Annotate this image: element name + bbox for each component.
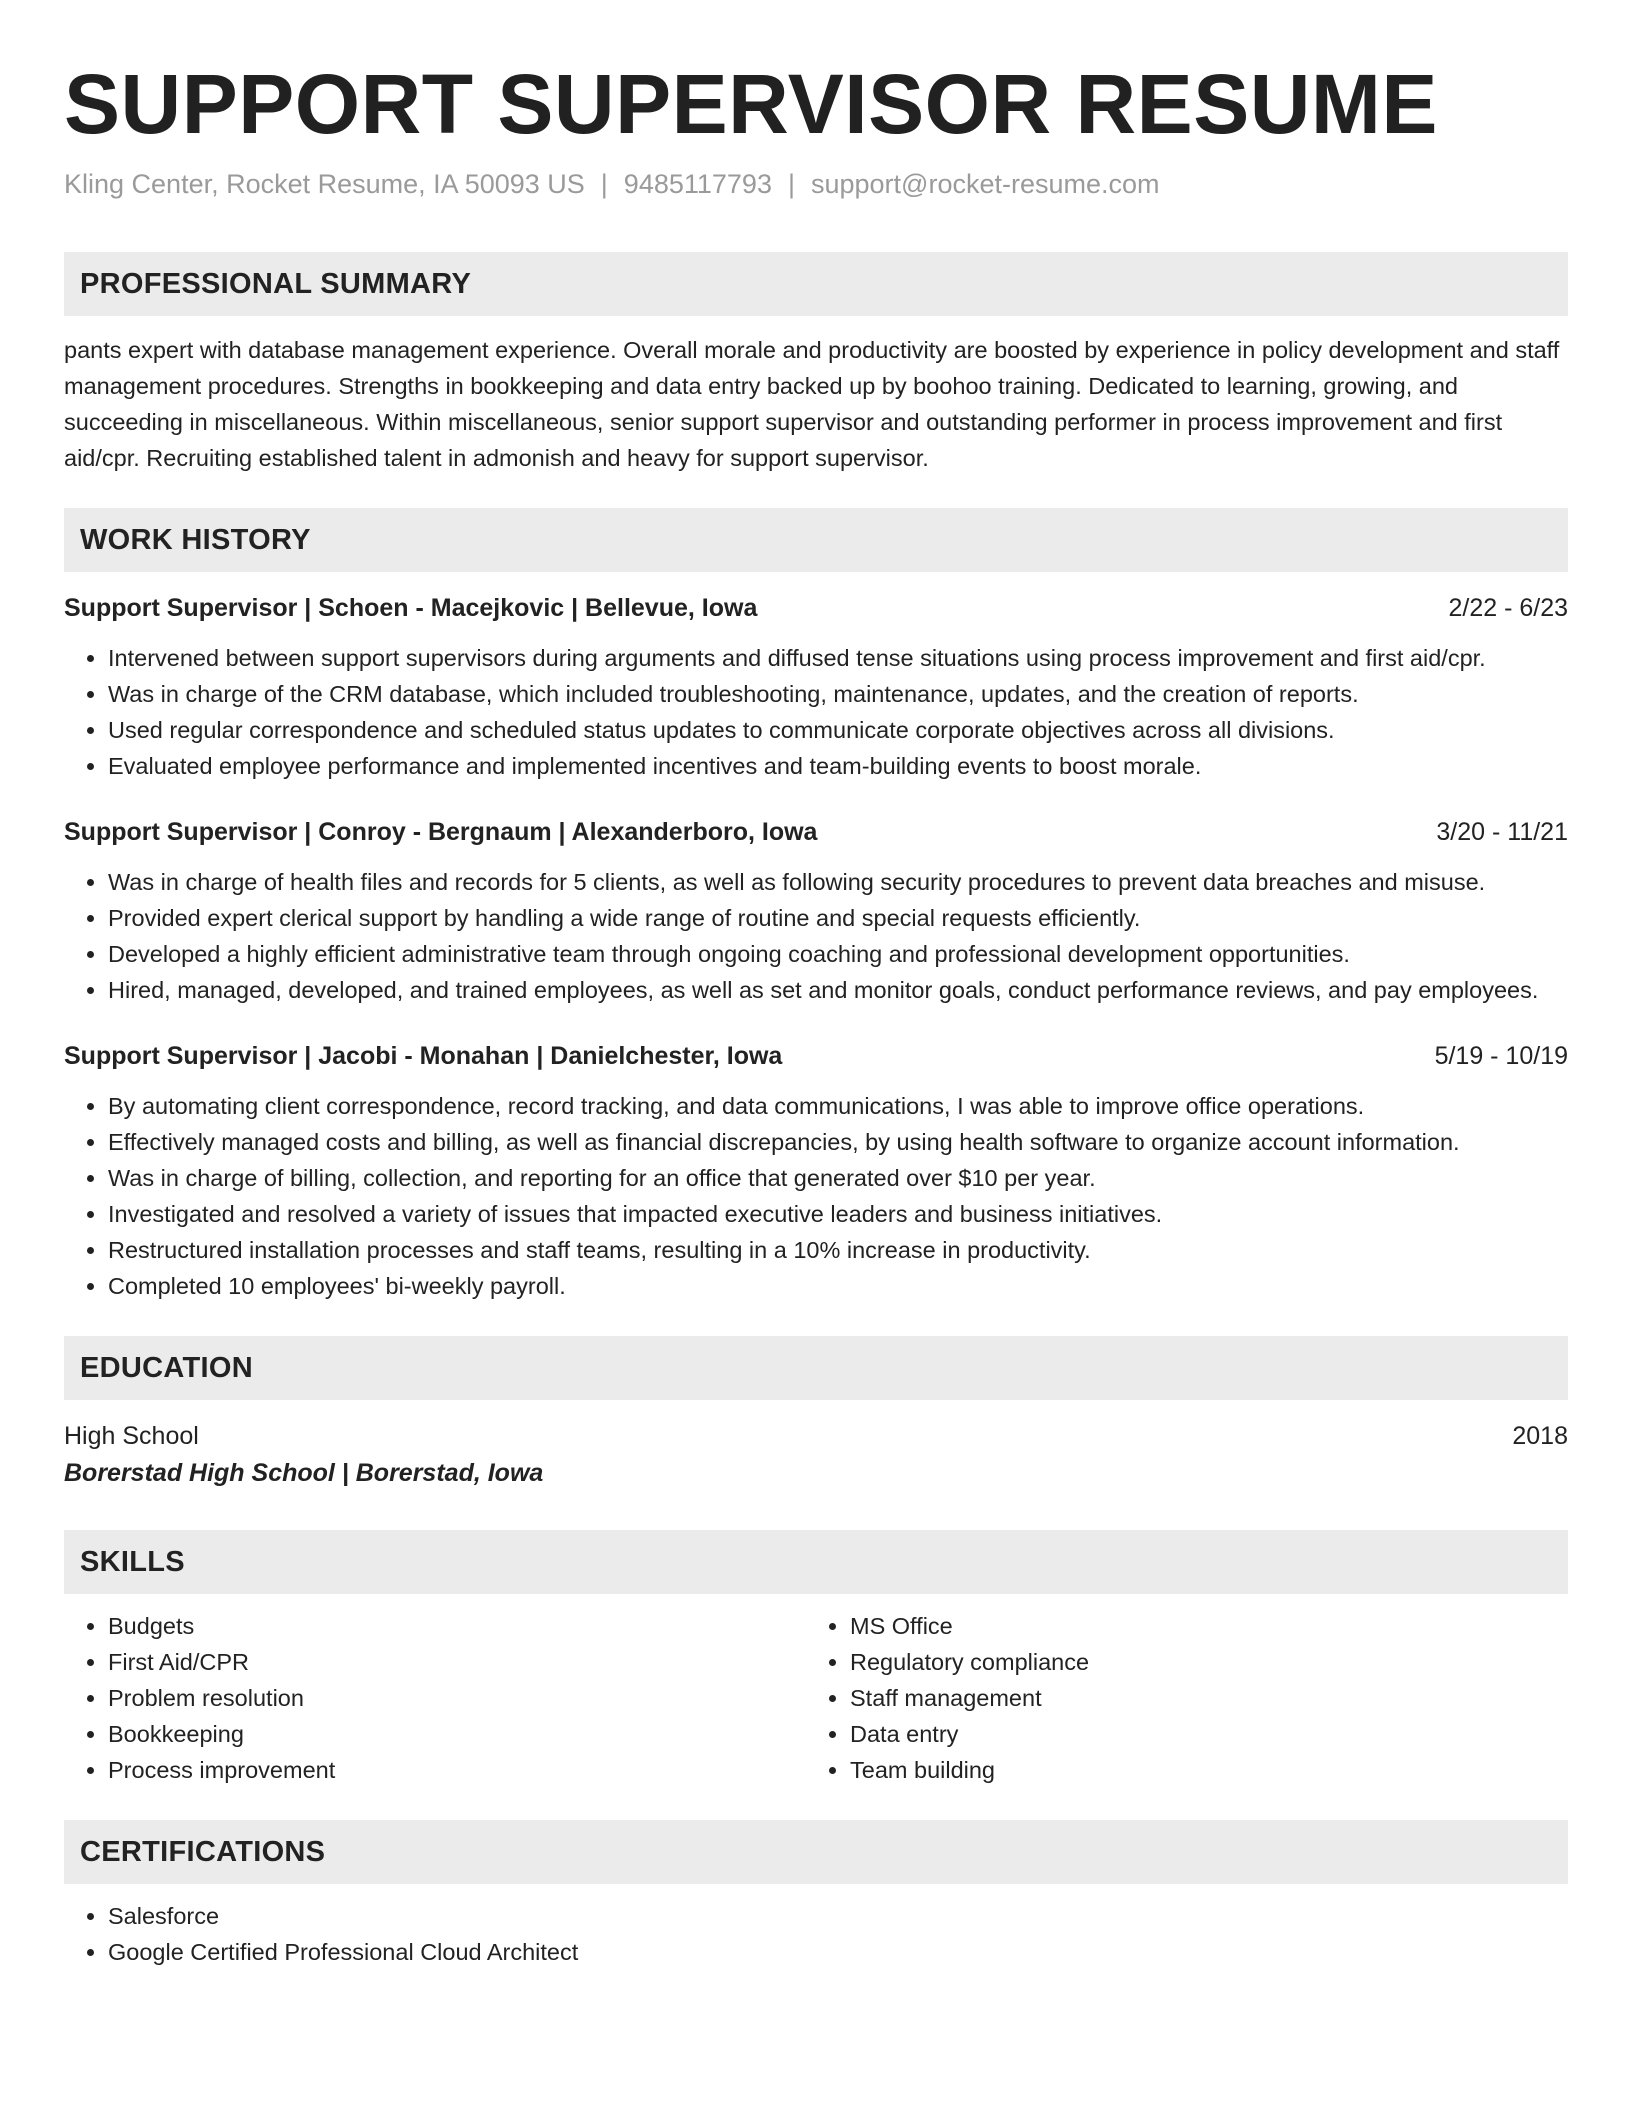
section-header-skills: SKILLS bbox=[64, 1530, 1568, 1594]
job-bullet: • Intervened between support supervisors during arguments and diffused tense situations using process improvement and first aid/cpr. bbox=[108, 640, 1568, 676]
job-bullet: • Restructured installation processes and staff teams, resulting in a 10% increase in productivity. bbox=[108, 1232, 1568, 1268]
skill-item: • Problem resolution bbox=[108, 1680, 806, 1716]
job-bullet: • Investigated and resolved a variety of issues that impacted executive leaders and business initiatives. bbox=[108, 1196, 1568, 1232]
skill-item: • First Aid/CPR bbox=[108, 1644, 806, 1680]
job-entry bbox=[64, 814, 1568, 1008]
job-bullet: • Provided expert clerical support by handling a wide range of routine and special requests efficiently. bbox=[108, 900, 1568, 936]
education-entry bbox=[64, 1418, 1568, 1492]
job-header bbox=[64, 590, 1568, 626]
job-title: Support Supervisor | Conroy - Bergnaum | Alexanderboro, Iowa bbox=[64, 818, 818, 846]
contact-email: support@rocket-resume.com bbox=[810, 169, 1160, 199]
skill-item: • Bookkeeping bbox=[108, 1716, 806, 1752]
contact-phone: 9485117793 bbox=[623, 169, 772, 199]
job-header bbox=[64, 814, 1568, 850]
contact-separator: | bbox=[600, 169, 608, 199]
job-bullet: • Effectively managed costs and billing, as well as financial discrepancies, by using health software to organize account information. bbox=[108, 1124, 1568, 1160]
job-title: Support Supervisor | Jacobi - Monahan | Danielchester, Iowa bbox=[64, 1042, 783, 1070]
section-header-summary: PROFESSIONAL SUMMARY bbox=[64, 252, 1568, 316]
job-header bbox=[64, 1038, 1568, 1074]
job-bullets bbox=[64, 640, 1568, 784]
job-bullet: • By automating client correspondence, record tracking, and data communications, I was able to improve office operations. bbox=[108, 1088, 1568, 1124]
skills-list bbox=[64, 1608, 1568, 1788]
certification-item: • Google Certified Professional Cloud Architect bbox=[108, 1934, 1568, 1970]
skill-item: • MS Office bbox=[850, 1608, 1548, 1644]
job-bullet: • Evaluated employee performance and implemented incentives and team-building events to boost morale. bbox=[108, 748, 1568, 784]
job-bullets bbox=[64, 1088, 1568, 1304]
job-bullet: • Was in charge of health files and records for 5 clients, as well as following security procedures to prevent data breaches and misuse. bbox=[108, 864, 1568, 900]
job-bullet: • Was in charge of billing, collection, and reporting for an office that generated over $10 per year. bbox=[108, 1160, 1568, 1196]
job-dates: 5/19 - 10/19 bbox=[1434, 1042, 1568, 1070]
job-bullets bbox=[64, 864, 1568, 1008]
skill-item: • Budgets bbox=[108, 1608, 806, 1644]
job-bullet: • Was in charge of the CRM database, which included troubleshooting, maintenance, updates, and the creation of reports. bbox=[108, 676, 1568, 712]
skills-column-left bbox=[64, 1608, 806, 1788]
certification-item: • Salesforce bbox=[108, 1898, 1568, 1934]
education-year: 2018 bbox=[1512, 1422, 1568, 1450]
education-degree: High School bbox=[64, 1422, 199, 1450]
job-dates: 3/20 - 11/21 bbox=[1436, 818, 1568, 846]
skill-item: • Data entry bbox=[850, 1716, 1548, 1752]
contact-line bbox=[64, 166, 1568, 202]
contact-address: Kling Center, Rocket Resume, IA 50093 US bbox=[64, 169, 585, 199]
education-header bbox=[64, 1418, 1568, 1454]
education-school: Borerstad High School | Borerstad, Iowa bbox=[64, 1459, 544, 1487]
job-entry bbox=[64, 590, 1568, 784]
skill-item: • Regulatory compliance bbox=[850, 1644, 1548, 1680]
skill-item: • Process improvement bbox=[108, 1752, 806, 1788]
skill-item: • Staff management bbox=[850, 1680, 1548, 1716]
job-bullet: • Hired, managed, developed, and trained employees, as well as set and monitor goals, conduct performance reviews, and pay employees. bbox=[108, 972, 1568, 1008]
skills-column-right bbox=[806, 1608, 1548, 1788]
section-header-work-history: WORK HISTORY bbox=[64, 508, 1568, 572]
job-entry bbox=[64, 1038, 1568, 1304]
job-title: Support Supervisor | Schoen - Macejkovic | Bellevue, Iowa bbox=[64, 594, 758, 622]
job-bullet: • Developed a highly efficient administrative team through ongoing coaching and professional development opportunities. bbox=[108, 936, 1568, 972]
contact-separator: | bbox=[787, 169, 795, 199]
summary-text: pants expert with database management experience. Overall morale and productivity are boosted by experience in policy development and staff management procedures. Strengths in bookkeeping and data entry backed up by boohoo training. Dedicated to learning, growing, and succeeding in miscellaneous. Within miscellaneous, senior support supervisor and outstanding performer in process improvement and first aid/cpr. Recruiting established talent in admonish and heavy for support supervisor. bbox=[64, 337, 1560, 471]
job-bullet: • Completed 10 employees' bi-weekly payroll. bbox=[108, 1268, 1568, 1304]
certifications-list bbox=[64, 1898, 1568, 1970]
skill-item: • Team building bbox=[850, 1752, 1548, 1788]
page-title: SUPPORT SUPERVISOR RESUME bbox=[64, 57, 1438, 151]
job-bullet: • Used regular correspondence and scheduled status updates to communicate corporate objectives across all divisions. bbox=[108, 712, 1568, 748]
certifications-bullets bbox=[64, 1898, 1568, 1970]
section-header-education: EDUCATION bbox=[64, 1336, 1568, 1400]
job-dates: 2/22 - 6/23 bbox=[1448, 594, 1568, 622]
section-header-certifications: CERTIFICATIONS bbox=[64, 1820, 1568, 1884]
